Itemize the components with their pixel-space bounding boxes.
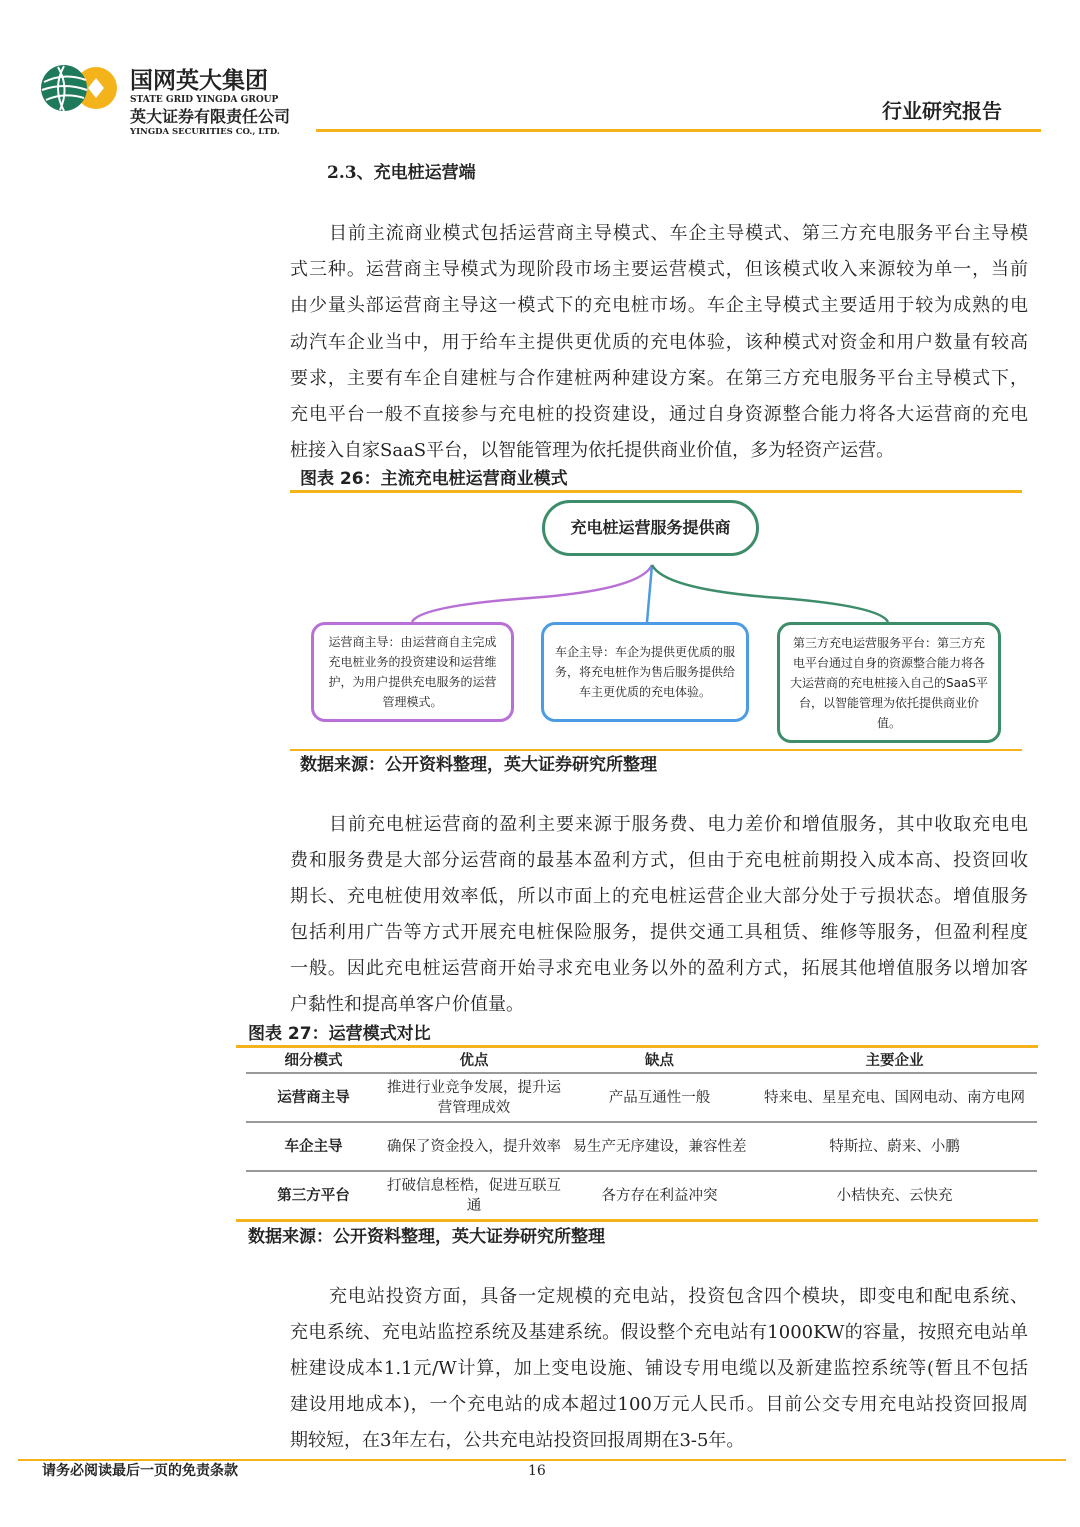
text-line: 充电站投资方面，具备一定规模的充电站，投资包含四个模块，即变电和配电系统、 <box>329 1286 1028 1307</box>
text-line: 费和服务费是大部分运营商的最基本盈利方式，但由于充电桩前期投入成本高、投资回收 <box>290 850 1028 871</box>
figure-27-title: 图表 27：运营模式对比 <box>248 1024 431 1044</box>
text-line: 要求，主要有车企自建桩与合作建桩两种建设方案。在第三方充电服务平台主导模式下， <box>290 368 1028 389</box>
text-line: 目前充电桩运营商的盈利主要来源于服务费、电力差价和增值服务，其中收取充电电 <box>329 814 1028 835</box>
connector-purple <box>412 565 652 622</box>
table-cell: 确保了资金投入，提升效率 <box>381 1122 567 1171</box>
figure-26-source: 数据来源：公开资料整理，英大证券研究所整理 <box>300 755 657 775</box>
table-cell: 车企主导 <box>246 1122 381 1171</box>
text-line: 由少量头部运营商主导这一模式下的充电桩市场。车企主导模式主要适用于较为成熟的电 <box>290 295 1028 316</box>
text-line: 包括利用广告等方式开展充电桩保险服务，提供交通工具租赁、维修等服务，但盈利程度 <box>290 922 1028 943</box>
footer-divider <box>18 1459 1066 1461</box>
group-name-en: STATE GRID YINGDA GROUP <box>130 95 279 105</box>
table-bottom-rule <box>236 1219 1038 1222</box>
diagram-node-automaker: 车企主导：车企为提供更优质的服务，将充电桩作为售后服务提供给车主更优质的充电体验。 <box>541 622 749 722</box>
page-number: 16 <box>528 1463 546 1479</box>
column-header: 优点 <box>381 1050 567 1073</box>
text-line: 期较短，在3年左右，公共充电站投资回报周期在3-5年。 <box>290 1430 745 1451</box>
text-line: 目前主流商业模式包括运营商主导模式、车企主导模式、第三方充电服务平台主导模 <box>329 223 1028 244</box>
text-line: 桩接入自家SaaS平台，以智能管理为依托提供商业价值，多为轻资产运营。 <box>290 440 895 461</box>
diagram-node-third-party: 第三方充电运营服务平台：第三方充电平台通过自身的资源整合能力将各大运营商的充电桩接入自己的SaaS平台，以智能管理为依托提供商业价值。 <box>777 622 1001 743</box>
figure-27-source: 数据来源：公开资料整理，英大证券研究所整理 <box>248 1227 605 1247</box>
group-name-cn: 国网英大集团 <box>130 68 268 94</box>
column-header: 主要企业 <box>752 1050 1037 1073</box>
table-header-row <box>246 1050 1037 1073</box>
table-cell: 产品互通性一般 <box>567 1073 752 1122</box>
text-line: 动汽车企业当中，用于给车主提供更优质的充电体验，该种模式对资金和用户数量有较高 <box>290 332 1028 353</box>
connector-blue <box>647 565 652 622</box>
table-row <box>246 1073 1037 1122</box>
company-name-cn: 英大证券有限责任公司 <box>130 107 291 126</box>
company-name-en: YINGDA SECURITIES CO., LTD. <box>130 127 280 137</box>
diagram-root-node: 充电桩运营服务提供商 <box>542 500 759 556</box>
text-line: 充电系统、充电站监控系统及基建系统。假设整个充电站有1000KW的容量，按照充电站单 <box>290 1322 1028 1343</box>
column-header: 细分模式 <box>246 1050 381 1073</box>
table-cell: 运营商主导 <box>246 1073 381 1122</box>
footer-disclaimer: 请务必阅读最后一页的免责条款 <box>42 1463 238 1479</box>
figure-26-title: 图表 26：主流充电桩运营商业模式 <box>300 469 568 489</box>
comparison-table <box>246 1050 1037 1220</box>
report-type: 行业研究报告 <box>882 99 1002 123</box>
text-line: 一般。因此充电桩运营商开始寻求充电业务以外的盈利方式，拓展其他增值服务以增加客 <box>290 958 1028 979</box>
figure-divider <box>290 749 1022 751</box>
table-cell: 各方存在利益冲突 <box>601 1188 718 1204</box>
table-cell: 特来电、星星充电、国网电动、南方电网 <box>752 1073 1037 1122</box>
diagram-node-operator: 运营商主导：由运营商自主完成充电桩业务的投资建设和运营维护，为用户提供充电服务的运营管理模式。 <box>311 622 514 722</box>
table-row <box>246 1122 1037 1171</box>
text-line: 期长、充电桩使用效率低，所以市面上的充电桩运营企业大部分处于亏损状态。增值服务 <box>290 886 1028 907</box>
text-line: 充电平台一般不直接参与充电桩的投资建设，通过自身资源整合能力将各大运营商的充电 <box>290 404 1028 425</box>
table-cell: 第三方平台 <box>277 1188 350 1204</box>
table-top-rule <box>236 1045 1038 1048</box>
section-title: 2.3、充电桩运营端 <box>327 163 476 183</box>
table-cell: 小桔快充、云快充 <box>836 1188 953 1204</box>
text-line: 桩建设成本1.1元/W计算，加上变电设施、铺设专用电缆以及新建监控系统等(暂且不包括 <box>290 1358 1028 1379</box>
table-cell: 推进行业竞争发展，提升运营管理成效 <box>381 1073 567 1122</box>
table-cell: 特斯拉、蔚来、小鹏 <box>752 1122 1037 1171</box>
text-line: 建设用地成本)，一个充电站的成本超过100万元人民币。目前公交专用充电站投资回报周 <box>290 1394 1028 1415</box>
text-line: 式三种。运营商主导模式为现阶段市场主要运营模式，但该模式收入来源较为单一，当前 <box>290 259 1028 280</box>
table-cell: 打破信息桎梏，促进互联互通 <box>387 1178 561 1214</box>
table-row <box>246 1171 1037 1220</box>
connector-green <box>652 565 888 622</box>
table-cell: 易生产无序建设，兼容性差 <box>567 1122 752 1171</box>
text-line: 户黏性和提高单客户价值量。 <box>290 994 524 1015</box>
column-header: 缺点 <box>567 1050 752 1073</box>
